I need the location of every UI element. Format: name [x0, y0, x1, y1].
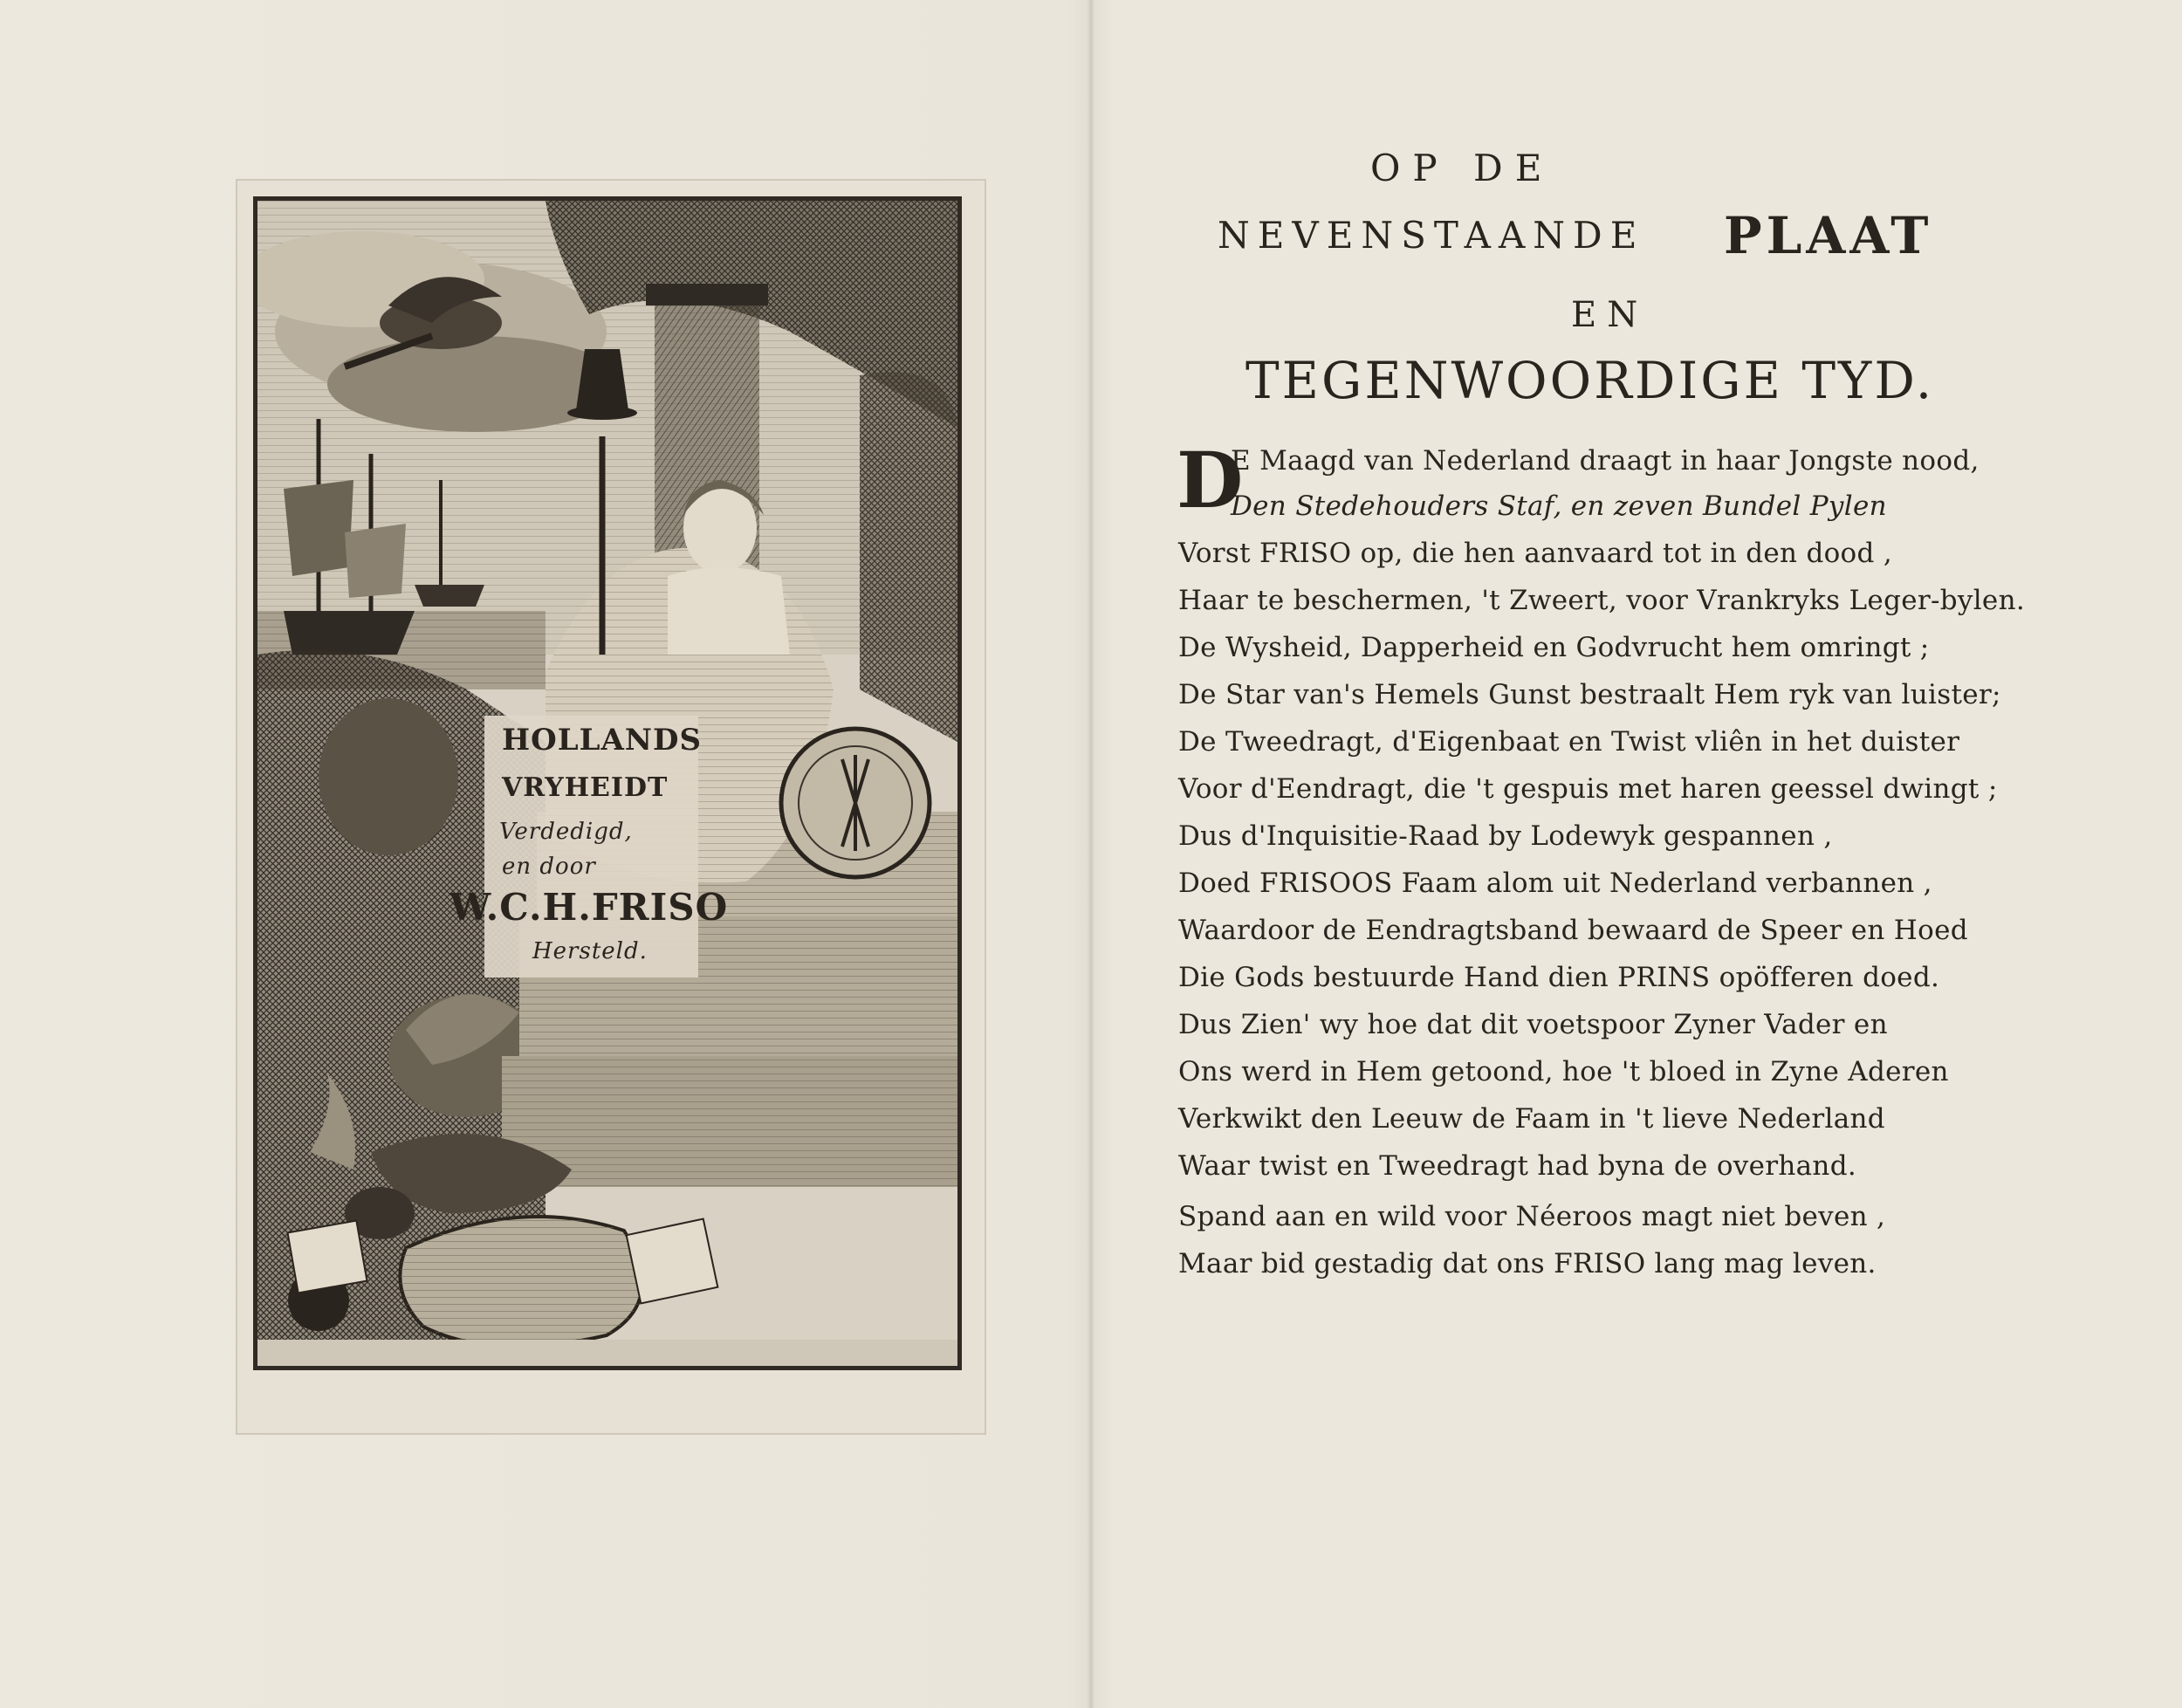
plate-title-line-1: HOLLANDS [502, 723, 703, 758]
poem-line: Spand aan en wild voor Néeroos magt niet beven , [1178, 1201, 1886, 1232]
poem-line: Vorst FRISO op, die hen aanvaard tot in den dood , [1178, 538, 1892, 569]
poem-line: Den Stedehouders Staf, en zeven Bundel Pylen [1231, 490, 1887, 522]
poem-line: Dus d'Inquisitie-Raad by Lodewyk gespannen , [1178, 820, 1833, 852]
heading-line-4: TEGENWOORDIGE TYD. [1245, 351, 1935, 410]
poem-line: Waardoor de Eendragtsband bewaard de Speer en Hoed [1178, 915, 1968, 946]
poem-line: Doed FRISOOS Faam alom uit Nederland verbannen , [1178, 868, 1932, 899]
poem-line: Voor d'Eendragt, die 't gespuis met haren geessel dwingt ; [1178, 773, 1998, 805]
heading-line-2b: PLAAT [1724, 206, 1933, 265]
poem-line: Haar te beschermen, 't Zweert, voor Vrankryks Leger-bylen. [1178, 585, 2025, 616]
plate-title-line-2: VRYHEIDT [502, 772, 669, 803]
plate-title-line-5: W.C.H.FRISO [449, 886, 729, 929]
poem-drop-cap: D [1177, 435, 1244, 525]
plate-title-line-6: Hersteld. [532, 938, 648, 964]
heading-line-1: OP DE [1370, 147, 1554, 189]
poem-line: Maar bid gestadig dat ons FRISO lang mag leven. [1178, 1248, 1877, 1279]
heading-line-3: EN [1571, 295, 1649, 335]
poem-line: De Wysheid, Dapperheid en Godvrucht hem omringt ; [1178, 632, 1930, 663]
poem-line: Waar twist en Tweedragt had byna de overhand. [1178, 1150, 1856, 1182]
poem-line: E Maagd van Nederland draagt in haar Jongste nood, [1231, 445, 1980, 477]
poem-line: Die Gods bestuurde Hand dien PRINS opöfferen doed. [1178, 962, 1940, 993]
poem-line: De Star van's Hemels Gunst bestraalt Hem ryk van luister; [1178, 679, 2001, 710]
heading-line-2a: NEVENSTAANDE [1218, 214, 1645, 257]
poem-line: Verkwikt den Leeuw de Faam in 't lieve Nederland [1178, 1103, 1885, 1135]
plate-title-line-3: Verdedigd, [499, 819, 633, 845]
poem-line: Ons werd in Hem getoond, hoe 't bloed in Zyne Aderen [1178, 1056, 1949, 1087]
poem-line: De Tweedragt, d'Eigenbaat en Twist vliên in het duister [1178, 726, 1960, 758]
plate-title-line-4: en door [502, 854, 596, 880]
poem-line: Dus Zien' wy hoe dat dit voetspoor Zyner Vader en [1178, 1009, 1888, 1040]
page-fold [1088, 0, 1094, 1708]
